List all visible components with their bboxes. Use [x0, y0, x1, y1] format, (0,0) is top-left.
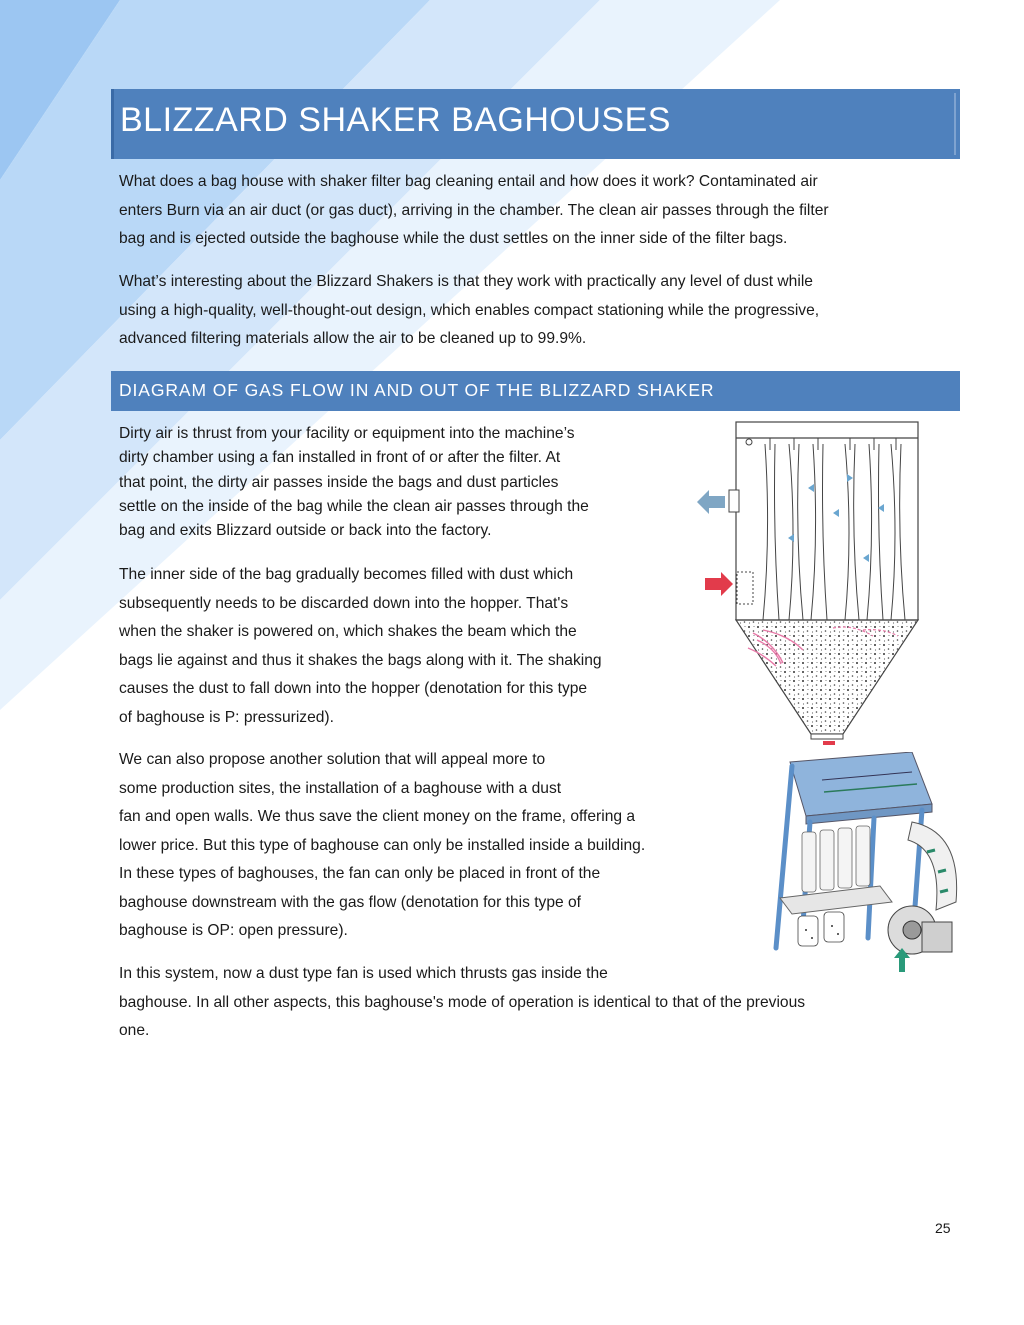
solution-line: lower price. But this type of baghouse can only be installed inside a building. — [119, 836, 646, 854]
section-heading-bar — [111, 371, 960, 411]
section-heading: DIAGRAM OF GAS FLOW IN AND OUT OF THE BLIZZARD SHAKER — [119, 380, 715, 400]
dirty-air-line: that point, the dirty air passes inside the bags and dust particles — [119, 473, 559, 491]
system-line: one. — [119, 1022, 150, 1039]
solution-line: baghouse is OP: open pressure). — [119, 922, 348, 939]
interesting-line: advanced filtering materials allow the air to be cleaned up to 99.9%. — [119, 330, 587, 347]
interesting-paragraph — [119, 268, 959, 354]
page-title-bar — [111, 89, 960, 159]
dirty-air-line: dirty chamber using a fan installed in front of or after the filter. At — [119, 449, 561, 467]
solution-line: fan and open walls. We thus save the client money on the frame, offering a — [119, 808, 636, 825]
page-number: 25 — [935, 1220, 951, 1236]
inner-side-line: causes the dust to fall down into the hopper (denotation for this type — [119, 680, 588, 697]
solution-line: In these types of baghouses, the fan can only be placed in front of the — [119, 865, 601, 882]
gas-flow-diagram — [693, 418, 933, 752]
dirty-air-line: settle on the inside of the bag while the clean air passes through the — [119, 497, 589, 515]
solution-line: We can also propose another solution that will appeal more to — [119, 751, 546, 768]
dirty-air-line: Dirty air is thrust from your facility or equipment into the machine’s — [119, 425, 575, 442]
system-line: In this system, now a dust type fan is used which thrusts gas inside the — [119, 965, 608, 982]
inner-side-line: The inner side of the bag gradually becomes filled with dust which — [119, 566, 574, 583]
intro-line: enters Burn via an air duct (or gas duct), arriving in the chamber. The clean air passes through the filter — [119, 201, 829, 219]
system-line: baghouse. In all other aspects, this baghouse's mode of operation is identical to that of the previous — [119, 993, 806, 1011]
dirty-air-paragraph — [119, 422, 675, 543]
inner-side-line: when the shaker is powered on, which shakes the beam which the — [119, 623, 577, 640]
solution-paragraph — [119, 746, 759, 946]
intro-paragraph — [119, 168, 959, 254]
inner-side-paragraph — [119, 561, 675, 732]
system-paragraph — [119, 960, 959, 1046]
inner-side-line: bags lie against and thus it shakes the bags along with it. The shaking — [119, 651, 602, 669]
solution-line: some production sites, the installation of a baghouse with a dust — [119, 779, 562, 797]
page-title: BLIZZARD SHAKER BAGHOUSES — [120, 101, 671, 139]
interesting-line: What’s interesting about the Blizzard Shakers is that they work with practically any level of dust while — [119, 273, 813, 290]
title-bar-rule — [954, 93, 956, 155]
dirty-air-line: bag and exits Blizzard outside or back into the factory. — [119, 522, 492, 540]
solution-line: baghouse downstream with the gas flow (denotation for this type of — [119, 893, 582, 911]
interesting-line: using a high-quality, well-thought-out design, which enables compact stationing while the progressive, — [119, 301, 820, 319]
intro-line: bag and is ejected outside the baghouse while the dust settles on the inner side of the filter bags. — [119, 230, 788, 247]
inner-side-line: subsequently needs to be discarded down into the hopper. That's — [119, 594, 569, 612]
inner-side-line: of baghouse is P: pressurized). — [119, 708, 334, 726]
intro-line: What does a bag house with shaker filter bag cleaning entail and how does it work? Contaminated air — [119, 173, 818, 190]
open-wall-baghouse-illustration — [762, 752, 962, 974]
